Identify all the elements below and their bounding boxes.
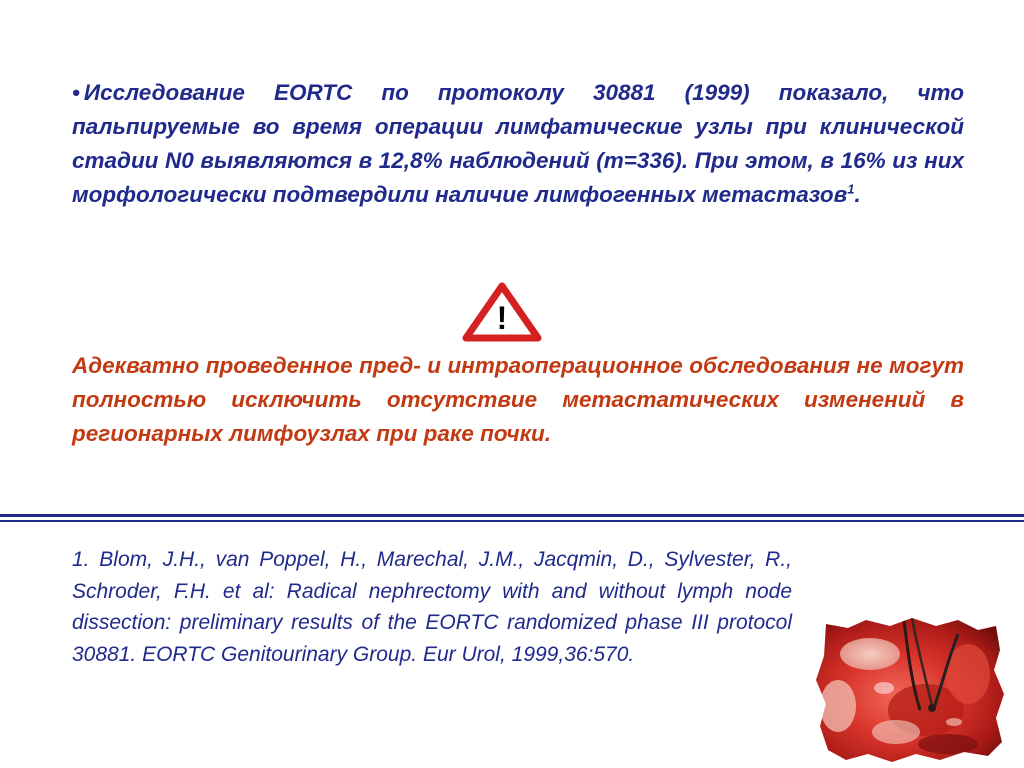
divider-line	[0, 520, 1024, 522]
divider-line	[0, 514, 1024, 517]
warning-triangle-icon	[462, 280, 542, 344]
footnote-mark: 1	[847, 181, 855, 197]
bullet: •	[72, 80, 80, 105]
study-text: Исследование EORTC по протоколу 30881 (1999) показало, что пальпируемые во время операции лимфатические узлы при клинической стадии N0 выявляются в 12,8% наблюдений (m=336). При этом, в 16% из них морфологически подтвердили наличие лимфогенных метастазов	[72, 80, 964, 207]
study-paragraph	[72, 76, 964, 212]
study-text-end: .	[854, 182, 861, 207]
warning-exclamation: !	[496, 300, 508, 336]
reference-citation: 1. Blom, J.H., van Poppel, H., Marechal, J.M., Jacqmin, D., Sylvester, R., Schroder, F.H. et al: Radical nephrectomy with and without lymph node dissection: preliminary results of the EORTC randomized phase III protocol 30881. EORTC Genitourinary Group. Eur Urol, 1999,36:570.	[72, 548, 792, 666]
warning-paragraph: Адекватно проведенное пред- и интраоперационное обследования не могут полностью исключить отсутствие метастатических изменений в регионарных лимфоузлах при раке почки.	[72, 353, 964, 446]
surgery-photo	[808, 614, 1008, 764]
